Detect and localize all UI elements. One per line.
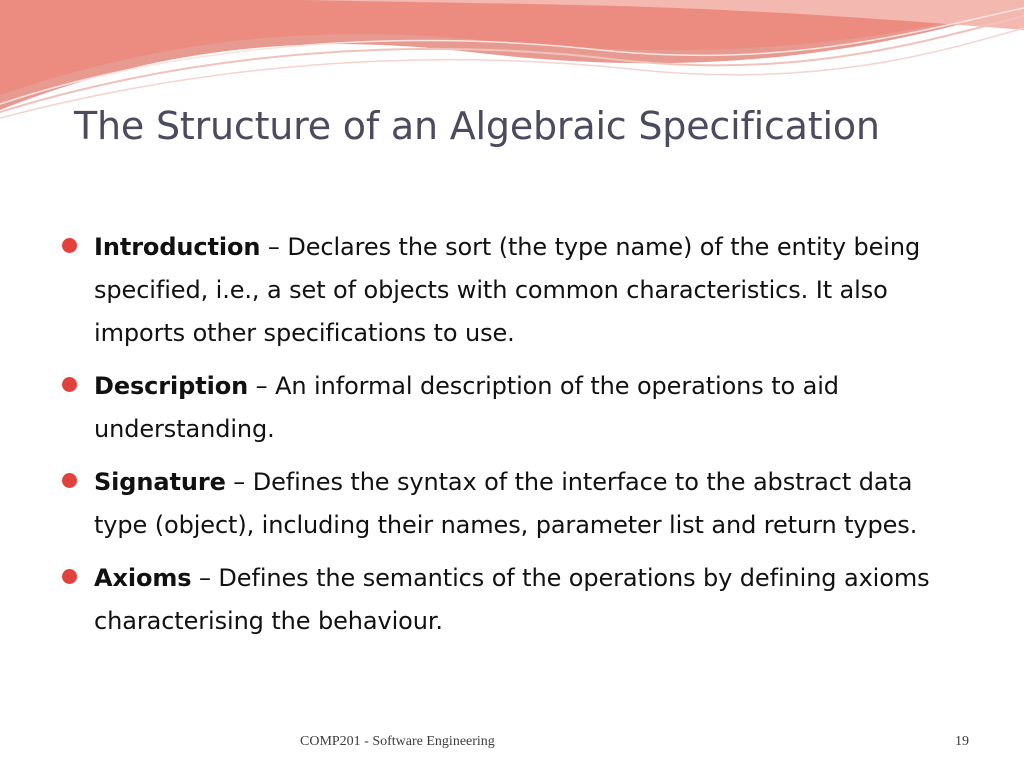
bullet-dot-icon [62,377,77,392]
bullet-list [62,226,972,653]
bullet-dot-icon [62,238,77,253]
bullet-item-description [62,365,972,451]
header-wave-decoration [0,0,1024,120]
bullet-item-signature [62,461,972,547]
bullet-item-introduction [62,226,972,355]
bullet-term: Introduction [94,233,261,261]
slide-title: The Structure of an Algebraic Specification [74,104,880,148]
bullet-term: Axioms [94,564,192,592]
bullet-text: – An informal description of the operations to aid understanding. [94,372,839,443]
page-number: 19 [955,734,969,749]
footer-text: COMP201 - Software Engineering [300,734,495,749]
bullet-text: – Declares the sort (the type name) of the entity being specified, i.e., a set of objects with common characteristics. It also imports other specifications to use. [94,233,921,347]
bullet-item-axioms [62,557,972,643]
bullet-dot-icon [62,569,77,584]
bullet-term: Signature [94,468,226,496]
bullet-dot-icon [62,473,77,488]
bullet-text: – Defines the syntax of the interface to the abstract data type (object), including their names, parameter list and return types. [94,468,918,539]
bullet-term: Description [94,372,249,400]
bullet-text: – Defines the semantics of the operations by defining axioms characterising the behaviour. [94,564,930,635]
